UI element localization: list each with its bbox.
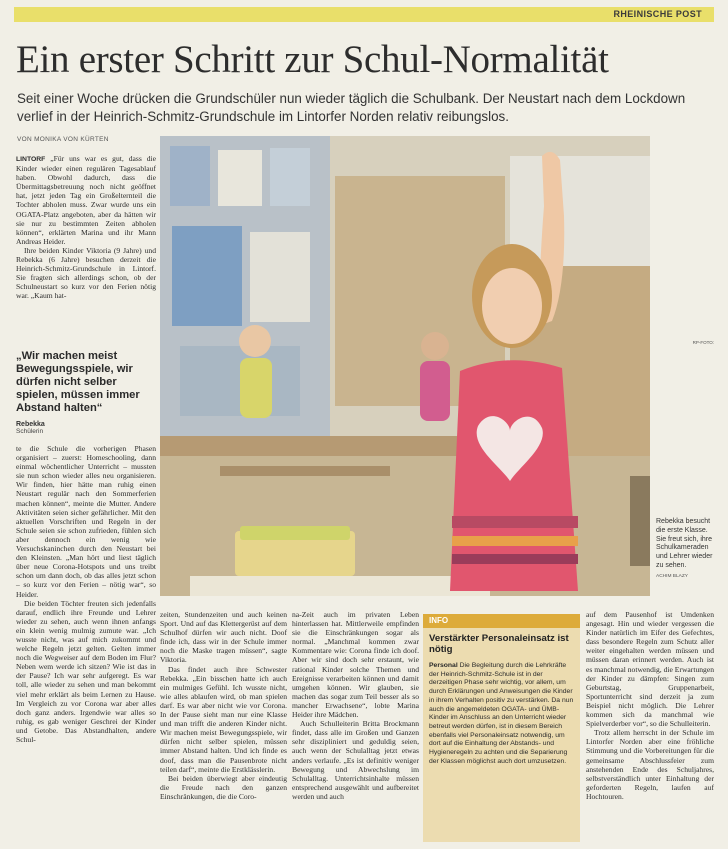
photo-caption-text: Rebekka besucht die erste Klasse. Sie freut sich, ihre Schulkameraden und Lehrer wieder zu sehen. — [656, 518, 713, 569]
paragraph: Die beiden Töchter freuten sich jedenfalls darauf, endlich ihre Freunde und Lehrer wieder zu sehen, auch wenn ihnen anfangs ein klein wenig mulmig zumute war. „Ich wusste nicht, was auf mich zukommt und welche Regeln jetzt gelten. Gelten immer noch die Wegweiser auf dem Boden im Flur? Neben wem werde ich sitzen? Wie ist das in der Pause? Ich war sehr aufgeregt. Es war toll, alle wieder zu sehen und man bekommt viel mehr erklärt als beim Lernen zu Hause. Im Vergleich zu vor Corona war aber alles doch ganz anders. Irgendwie war alles so ruhig, es gab weniger Geschrei der Kinder und Getobe. Das Abstandhalten, andere Schul- — [16, 598, 156, 744]
dateline: LINTORF — [16, 156, 46, 163]
info-box-heading: Verstärkter Personaleinsatz ist nötig — [429, 633, 569, 655]
paragraph: te die Schule die vorherigen Phasen organisiert – zuerst: Homeschooling, dann einmal wöchentlicher Unterricht – mussten sie nun schon wieder alles neu organisieren. Wir finden, hier hätte man ruhig einen Neustart regulär nach den Sommerferien machen können“, meinte die Mutter. Andere Aktivitäten seien sicher gefährlicher. Mit den aktuellen Vorschriften und Regeln in der Schule seien sie schon zufrieden, fühlen sich aber dennoch ein wenig wie Versuchskaninchen durch den Neustart bei den Kleinsten. „Man hört und liest täglich über neue Corona-Hotspots und uns treibt schon um dann doch, ob das alles jetzt schon – so kurz vor den Ferien – nötig war“, so Heider. — [16, 444, 156, 599]
paragraph: zeiten, Stundenzeiten und auch keinen Sport. Und auf das Klettergerüst auf dem Schulhof dürfen wir auch nicht. Doof finde ich, dass wir in der Schule immer noch die Maske tragen müssen“, sagte Viktoria. — [160, 610, 287, 665]
paragraph: Das findet auch ihre Schwester Rebekka. „Ein bisschen hatte ich auch ein mulmiges Gefühl. Ich wusste nicht, wie alles ablaufen wird, ob man spielen darf. Es war aber nicht wie vor Corona. In der Pause sieht man nur eine Klasse und man trifft die anderen Kinder nicht. Wir machen meist Bewegungsspiele, wir dürfen nicht selber spielen, müssen immer Abstand halten. Und ich finde es doof, dass man die Pausenbrote nicht teilen darf“, meinte die Erstklässlerin. — [160, 664, 287, 774]
column-4 — [586, 610, 714, 801]
photo-credit: RP-FOTO: — [692, 340, 714, 345]
article-byline: VON MONIKA VON KÜRTEN — [17, 136, 109, 143]
info-box-text: Die Begleitung durch die Lehrkräfte der Heinrich-Schmitz-Schule ist in der derzeitigen Phase sehr wichtig, vor allem, um durch Erklärungen und Anweisungen die Kinder in ihrem Verhalten positiv zu verstärken. Da nun auch die angemeldeten OGATA- und ÜMB-Kinder im Anschluss an den Unterricht wieder betreut werden dürfen, ist in diesem Bereich ebenfalls viel Personaleinsatz notwendig, um dort auf die Einhaltung der Abstands- und Hygieneregeln zu achten und die Separierung der Klassen möglichst auch dort umzusetzen. — [429, 662, 574, 765]
paragraph: na-Zeit auch im privaten Leben hinterlassen hat. Mittlerweile empfinden sie die Einschränkungen sogar als normal. „Manchmal kommen zwar Kommentare wie: Corona finde ich doof. Aber wir sind doch sehr erstaunt, wie rational Kinder solche Themen und Ereignisse verarbeiten können und damit umgehen können. Wir glauben, sie machen das sogar zum Teil besser als so mancher Erwachsene“, lobte Marina Heider ihre Mädchen. — [292, 610, 419, 720]
paragraph: Bei beiden überwiegt aber eindeutig die Freude nach den ganzen Einschränkungen, die die Coro- — [160, 773, 287, 801]
column-1-bottom — [16, 444, 156, 744]
column-3 — [292, 610, 419, 801]
pull-quote-text: „Wir machen meist Bewegungsspiele, wir dürfen nicht selber spielen, müssen immer Abstand halten“ — [16, 350, 140, 414]
info-box — [423, 614, 580, 842]
info-box-tag: INFO — [423, 614, 580, 628]
paragraph: Trotz allem herrscht in der Schule im Lintorfer Norden aber eine fröhliche Stimmung und die Vorbereitungen für die gemeinsame Abschlussfeier zum anstehenden Ende des Schuljahres, selbstverständlich unter Einhaltung der geforderten Regeln, laufen auf Hochtouren. — [586, 728, 714, 801]
pull-quote-name: Rebekka — [16, 421, 45, 428]
pull-quote-role: Schülerin — [16, 428, 44, 435]
paragraph: auf dem Pausenhof ist Umdenken angesagt. Hin und wieder vergessen die Kinder natürlich im Eifer des Gefechtes, dass besondere Regeln zum Schutz aller weiter eingehalten werden müssen und müssen daran erinnert werden. Auch ist es manchmal notwendig, die Erwartungen der Kinder zu dämpfen: Singen zum Geburtstag, Gruppenarbeit, Sportunterricht sind derzeit ja zum Beispiel nicht möglich. Die Lehrer kommen sich da manchmal wie Spielverderber vor“, so die Schulleiterin. — [586, 610, 714, 729]
classroom-photo-illustration — [160, 136, 650, 596]
photographer-name: ACHIM BLAZY — [656, 573, 688, 579]
publication-name: RHEINISCHE POST — [613, 9, 702, 19]
pull-quote — [16, 350, 156, 435]
info-box-body — [423, 655, 580, 766]
column-1-top — [16, 154, 156, 301]
photo-caption — [656, 518, 718, 582]
paragraph: Ihre beiden Kinder Viktoria (9 Jahre) und Rebekka (6 Jahre) besuchen derzeit die Heinrich-Schmitz-Grundschule in Lintorf. Sie fragten sich allerdings schon, ob der Schulneustart so kurz vor den Ferien nötig war. „Kaum hat- — [16, 245, 156, 301]
paragraph: „Für uns war es gut, dass die Kinder wieder einen regulären Tagesablauf haben. Obwohl dadurch, dass die Übermittagsbetreuung noch nicht geöffnet hat, jetzt jeden Tag ein Großelternteil die Tochter abholen muss. Zwar wurde uns ein OGATA-Platz angeboten, aber da hätten wir sie nur zu bestimmten Zeiten abholen können“, erklärten Marina und ihr Mann Andreas Heider. — [16, 154, 156, 246]
paragraph: Auch Schulleiterin Britta Brockmann findet, dass alle im Großen und Ganzen sehr diszipliniert und geduldig seien, auch wenn der Schulalltag jetzt etwas anders verlaufe. „Es ist definitiv weniger Bewegung und Abwechslung im Schulalltag. Unterrichtsinhalte müssen entsprechend ausgewählt und aufbereitet werden und auch — [292, 719, 419, 801]
article-lead: Seit einer Woche drücken die Grundschüler nun wieder täglich die Schulbank. Der Neustart nach dem Lockdown verlief in der Heinrich-Schmitz-Grundschule im Lintorfer Norden relativ reibungslos. — [17, 91, 686, 124]
masthead-bar — [14, 7, 714, 22]
article-photo — [160, 136, 650, 596]
article-headline: Ein erster Schritt zur Schul-Normalität — [16, 38, 609, 81]
column-2 — [160, 610, 287, 801]
info-box-keyword: Personal — [429, 662, 458, 669]
